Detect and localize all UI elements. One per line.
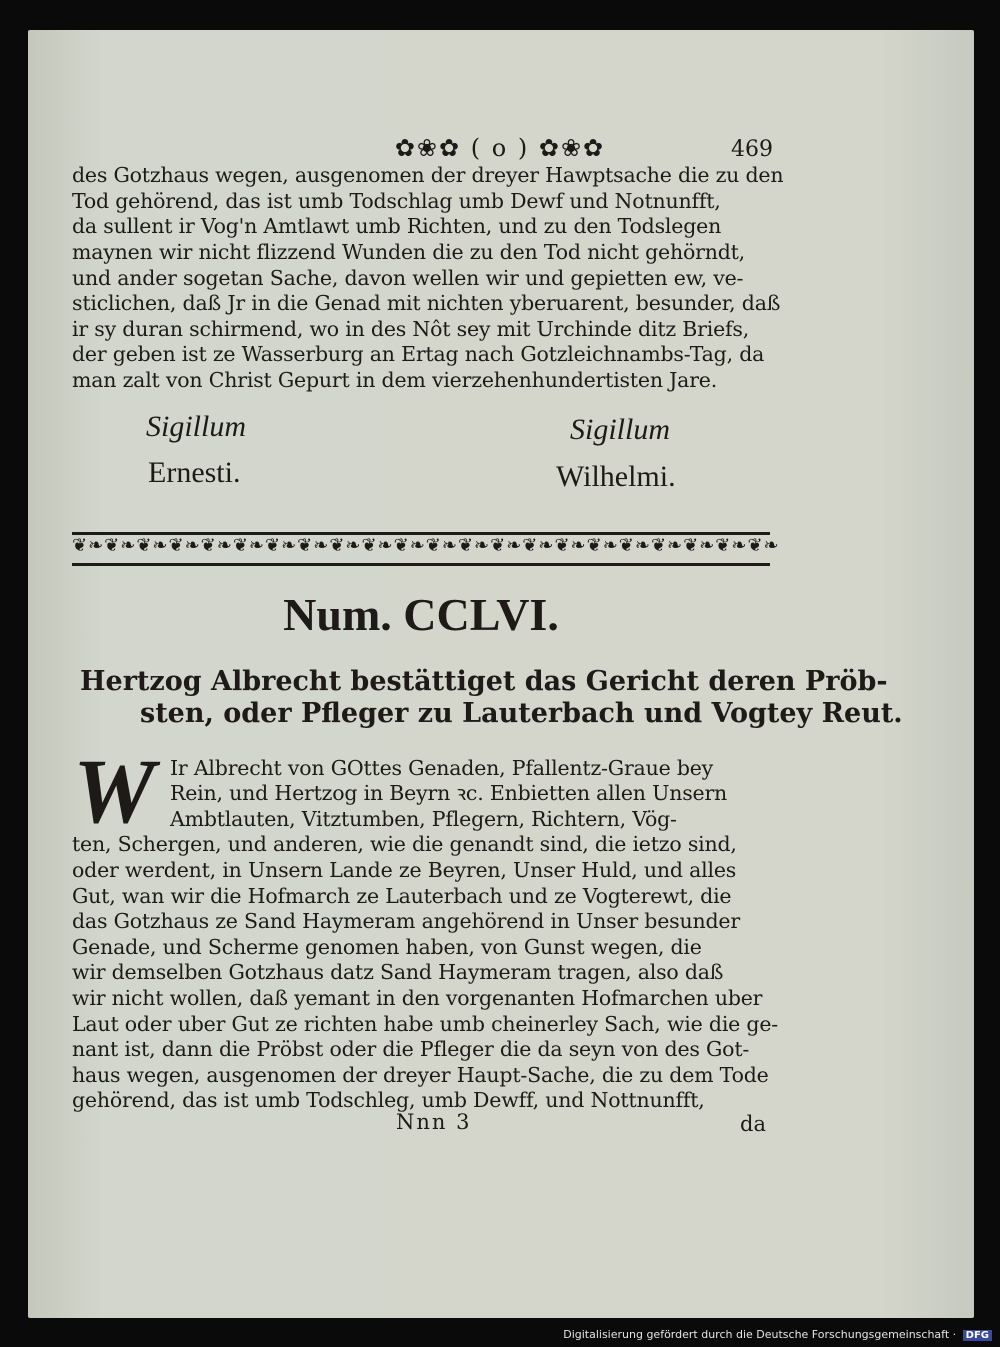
seal-name-left: Ernesti. xyxy=(148,456,241,489)
text-line: Ir Albrecht von GOttes Genaden, Pfallentz-Graue bey xyxy=(170,756,714,780)
drop-cap-initial: W xyxy=(73,740,155,842)
section-heading-line: sten, oder Pfleger zu Lauterbach und Vogtey Reut. xyxy=(140,698,903,729)
text-line: haus wegen, ausgenomen der dreyer Haupt-Sache, die zu dem Tode xyxy=(72,1063,769,1087)
ornament-divider: ❦❧❦❧❦❧❦❧❦❧❦❧❦❧❦❧❦❧❦❧❦❧❦❧❦❧❦❧❦❧❦❧❦❧❦❧❦❧❦❧❦❧❦❧ xyxy=(72,532,770,566)
text-line: da sullent ir Vog'n Amtlawt umb Richten, und zu den Todslegen xyxy=(72,214,722,238)
text-line: ir sy duran schirmend, wo in des Nôt sey mit Urchinde ditz Briefs, xyxy=(72,317,750,341)
text-line: Laut oder uber Gut ze richten habe umb cheinerley Sach, wie die ge- xyxy=(72,1012,779,1036)
text-line: gehörend, das ist umb Todschleg, umb Dewff, und Nottnunfft, xyxy=(72,1088,705,1112)
header-ornament: ✿❀✿ ( o ) ✿❀✿ xyxy=(394,134,606,162)
digitization-credit: Digitalisierung gefördert durch die Deutsche Forschungsgemeinschaft · DFG xyxy=(563,1328,992,1341)
text-line: wir nicht wollen, daß yemant in den vorgenanten Hofmarchen uber xyxy=(72,986,763,1010)
text-line: Tod gehörend, das ist umb Todschlag umb Dewf und Notnunfft, xyxy=(72,189,721,213)
text-line: der geben ist ze Wasserburg an Ertag nach Gotzleichnambs-Tag, da xyxy=(72,342,765,366)
text-line: Rein, und Hertzog in Beyrn ꝛc. Enbietten allen Unsern xyxy=(170,781,728,805)
text-line: das Gotzhaus ze Sand Haymeram angehörend in Unser besunder xyxy=(72,909,740,933)
text-line: ten, Schergen, und anderen, wie die genandt sind, die ietzo sind, xyxy=(72,832,737,856)
text-line: nant ist, dann die Pröbst oder die Pfleger die da seyn von des Got- xyxy=(72,1037,750,1061)
page-number: 469 xyxy=(731,137,773,162)
text-line: maynen wir nicht flizzend Wunden die zu den Tod nicht gehörndt, xyxy=(72,240,745,264)
seal-label-left: Sigillum xyxy=(146,410,247,443)
seal-label-right: Sigillum xyxy=(570,413,671,446)
catchword: da xyxy=(740,1112,766,1136)
text-line: Genade, und Scherme genomen haben, von Gunst wegen, die xyxy=(72,935,702,959)
text-line: und ander sogetan Sache, davon wellen wir und gepietten ew, ve- xyxy=(72,266,744,290)
text-line: des Gotzhaus wegen, ausgenomen der dreyer Hawptsache die zu den xyxy=(72,163,784,187)
dfg-logo: DFG xyxy=(963,1330,992,1341)
section-number: Num. CCLVI. xyxy=(283,589,559,640)
text-line: sticlichen, daß Jr in die Genad mit nichten yberuarent, besunder, daß xyxy=(72,291,781,315)
text-line: man zalt von Christ Gepurt in dem vierzehenhundertisten Jare. xyxy=(72,368,718,392)
credit-text: Digitalisierung gefördert durch die Deutsche Forschungsgemeinschaft xyxy=(563,1328,950,1341)
text-line: Ambtlauten, Vitztumben, Pflegern, Richtern, Vög- xyxy=(170,807,677,831)
section-heading-line: Hertzog Albrecht bestättiget das Gericht deren Pröb- xyxy=(80,666,888,697)
text-line: wir demselben Gotzhaus datz Sand Haymeram tragen, also daß xyxy=(72,960,724,984)
text-line: oder werdent, in Unsern Lande ze Beyren, Unser Huld, und alles xyxy=(72,858,737,882)
signature-mark: Nnn 3 xyxy=(396,1110,472,1134)
text-line: Gut, wan wir die Hofmarch ze Lauterbach und ze Vogterewt, die xyxy=(72,884,732,908)
seal-name-right: Wilhelmi. xyxy=(556,460,676,493)
